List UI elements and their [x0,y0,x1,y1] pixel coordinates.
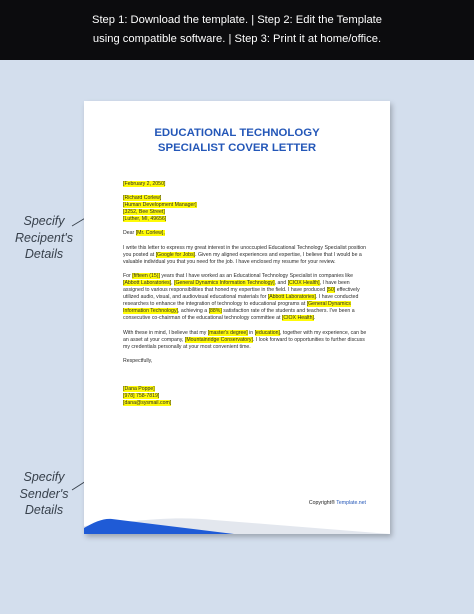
date-placeholder: [February 2, 2050] [123,181,166,187]
salutation-prefix: Dear [123,230,136,237]
body-text: . I look forward to opportunities to further discuss my credentials personally at your most convenient time. [123,336,365,350]
recipient-street: [3252, Bee Street] [123,209,165,216]
instructions-banner [0,0,474,60]
body-text: I write this letter to express my great interest in the unoccupied Educational Technology Specialist position you posted at [123,244,366,258]
body-text: in [247,329,255,336]
body-text: satisfaction rate of the students and teachers. I've been a consecutive co-chairman of the educational technology committee at [123,308,355,322]
sender-label-line: Details [24,503,64,517]
highlighted-placeholder: [Google for Jobs] [155,251,196,258]
body-text: , together with my experience, can be an asset at your company, [123,329,367,343]
instructions-line-2: using compatible software. | Step 3: Print it at home/office. [92,33,382,45]
recipient-label-line: Recipent's [15,230,73,245]
body-text: , achieving a [177,308,209,315]
body-text: years that I have worked as an Educational Technology Specialist in companies like [159,272,354,279]
highlighted-placeholder: [Mountainridge Conservatory] [184,336,253,343]
specify-recipient-label [12,213,76,263]
body-text: . I have conducted researches to enhance the integration of technology to educational programs at [123,294,359,308]
recipient-city: [Luther, MI, 49656] [123,216,167,223]
body-text: , and [274,279,288,286]
registered-mark: ® [331,500,335,506]
body-text: With these in mind, I believe that my [123,329,208,336]
sender-email: [dana@sysmail.com] [123,400,172,407]
template-link[interactable]: Template.net [334,500,366,506]
body-text: , I have been assigned to various responsibilities that honed my expertise in the field. I have produced [123,279,350,294]
highlighted-placeholder: [50] [326,287,336,294]
sender-phone: [978] 758-7819] [123,392,160,399]
highlighted-placeholder: [education] [254,329,280,336]
highlighted-placeholder: [fifteen (15)] [132,272,160,279]
highlighted-placeholder: [CIOX Health] [281,315,314,322]
decorative-wave [84,508,390,534]
highlighted-placeholder: [Abbott Laboratories] [267,294,316,301]
salutation-name: [Mr. Corlew], [135,230,165,237]
specify-sender-label [12,469,76,519]
recipient-label-line: Specify [23,214,65,228]
sender-label-line: Specify [23,470,65,484]
body-text: For [123,272,133,279]
paragraph-2 [123,273,369,323]
title-line-2: SPECIALIST COVER LETTER [157,142,317,154]
body-text: . Given my aligned experiences and expertise, I believe that I would be a valuable individual you that you need for the job. I have enclosed my resume for your review. [123,251,362,265]
recipient-title: [Human Development Manager] [123,202,197,209]
sender-name: [Dana Poppe] [123,385,155,392]
letter-body [123,181,369,407]
letter-title [84,126,390,156]
paragraph-1 [123,245,369,266]
copyright-footer [309,500,366,506]
letter-document [84,101,390,534]
instructions-line-1: Step 1: Download the template. | Step 2: Edit the Template [91,14,383,26]
highlighted-placeholder: [General Dynamics Information Technology] [174,279,275,286]
highlighted-placeholder: [General Dynamics Information Technology] [123,301,351,315]
body-text: , [171,279,175,286]
recipient-name: [Richard Corlew] [123,195,162,202]
body-text: . [313,315,316,322]
closing: Respectfully, [123,357,153,364]
title-line-1: EDUCATIONAL TECHNOLOGY [154,127,320,139]
salutation [123,230,369,237]
recipient-label-line: Details [24,247,64,261]
highlighted-placeholder: [CIOX Health] [287,279,320,286]
sender-label-line: Sender's [19,486,69,501]
highlighted-placeholder: [88%] [208,308,222,315]
highlighted-placeholder: [Abbott Laboratories] [123,279,172,286]
paragraph-3 [123,330,369,351]
highlighted-placeholder: [master's degree] [207,329,248,336]
body-text: effectively utilized audio, visual, and audiovisual educational materials for [123,287,360,301]
copyright-text: Copyright [308,500,332,506]
